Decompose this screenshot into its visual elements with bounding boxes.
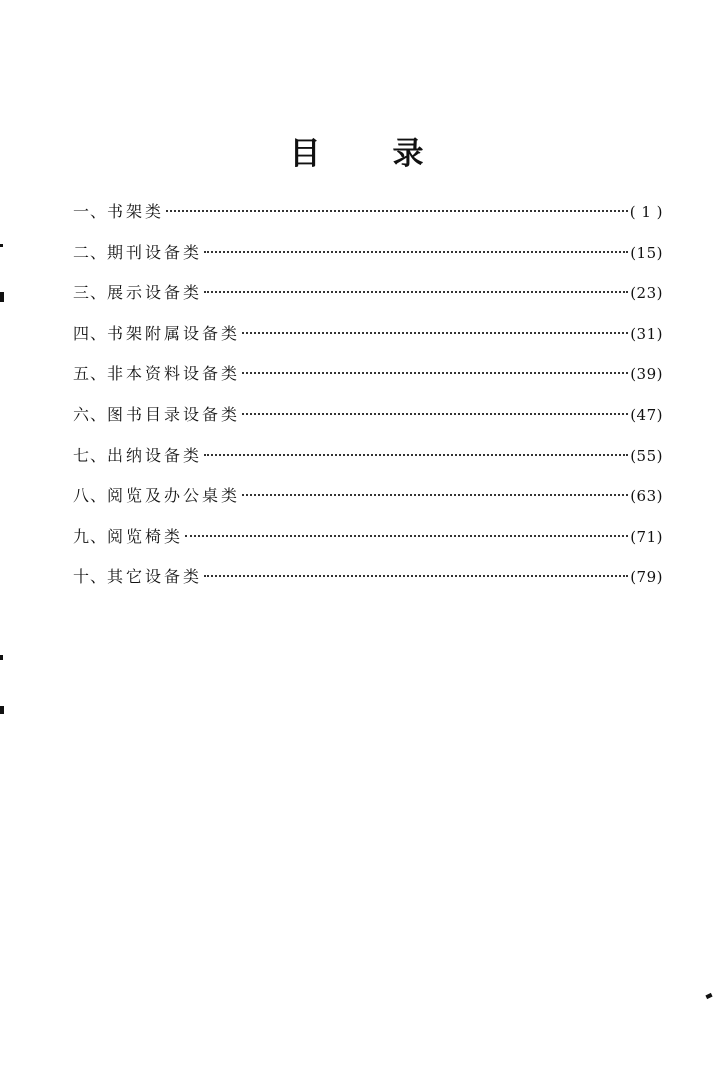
toc-entry-4[interactable]: [73, 314, 663, 355]
toc-entry-number: 二、: [73, 242, 108, 262]
page-title-left: 目: [289, 136, 321, 172]
dot-leader: [242, 332, 628, 334]
scan-mark: [705, 993, 712, 999]
toc-entry-number: 四、: [73, 323, 108, 343]
toc-entry-label: 书架类: [107, 202, 165, 221]
toc-entry-label: 阅览椅类: [107, 526, 184, 546]
toc-entry-page: (31): [630, 324, 663, 343]
toc-entry-page: (79): [630, 568, 663, 587]
dot-leader: [185, 535, 628, 537]
toc-entry-label: 非本资料设备类: [107, 364, 241, 384]
toc-entry-7[interactable]: [73, 436, 663, 477]
toc-entry-page: (71): [630, 527, 663, 546]
scan-mark: [0, 244, 3, 247]
toc-entry-label: 出纳设备类: [107, 445, 203, 465]
scan-mark: [0, 655, 3, 660]
scan-mark: [0, 292, 4, 302]
toc-entry-8[interactable]: [73, 476, 663, 517]
toc-entry-page: ( 1 ): [629, 203, 663, 221]
page-title: [0, 128, 713, 173]
toc-entry-number: 三、: [73, 283, 108, 303]
dot-leader: [204, 575, 628, 577]
toc-entry-label: 图书目录设备类: [107, 404, 241, 424]
toc-entry-1[interactable]: [73, 192, 663, 233]
toc-entry-number: 七、: [73, 445, 108, 465]
toc-entry-page: (55): [630, 446, 663, 465]
toc-entry-3[interactable]: [73, 273, 663, 314]
dot-leader: [242, 494, 628, 496]
toc-entry-number: 一、: [73, 202, 108, 221]
toc-entry-6[interactable]: [73, 395, 663, 436]
dot-leader: [204, 291, 628, 293]
scan-mark: [0, 706, 4, 714]
toc-entry-label: 展示设备类: [107, 283, 203, 303]
toc-entry-number: 六、: [73, 404, 108, 424]
toc-entry-page: (63): [630, 487, 663, 506]
table-of-contents: [73, 192, 663, 598]
toc-entry-2[interactable]: [73, 233, 663, 274]
toc-entry-label: 期刊设备类: [107, 242, 203, 262]
toc-entry-page: (39): [630, 365, 663, 384]
toc-entry-number: 八、: [73, 486, 108, 506]
page-title-right: 录: [392, 136, 424, 172]
toc-entry-5[interactable]: [73, 354, 663, 395]
dot-leader: [166, 210, 628, 212]
dot-leader: [242, 413, 628, 415]
toc-entry-page: (47): [630, 405, 663, 424]
toc-entry-label: 书架附属设备类: [107, 323, 241, 343]
toc-entry-number: 九、: [73, 526, 108, 546]
dot-leader: [204, 251, 628, 253]
toc-entry-page: (23): [630, 284, 663, 303]
toc-entry-9[interactable]: [73, 517, 663, 558]
dot-leader: [242, 372, 628, 374]
toc-entry-label: 阅览及办公桌类: [107, 486, 241, 506]
toc-entry-page: (15): [630, 243, 663, 262]
toc-entry-label: 其它设备类: [107, 567, 203, 587]
dot-leader: [204, 454, 628, 456]
toc-entry-number: 十、: [73, 567, 108, 587]
toc-entry-10[interactable]: [73, 557, 663, 598]
toc-entry-number: 五、: [73, 364, 108, 384]
